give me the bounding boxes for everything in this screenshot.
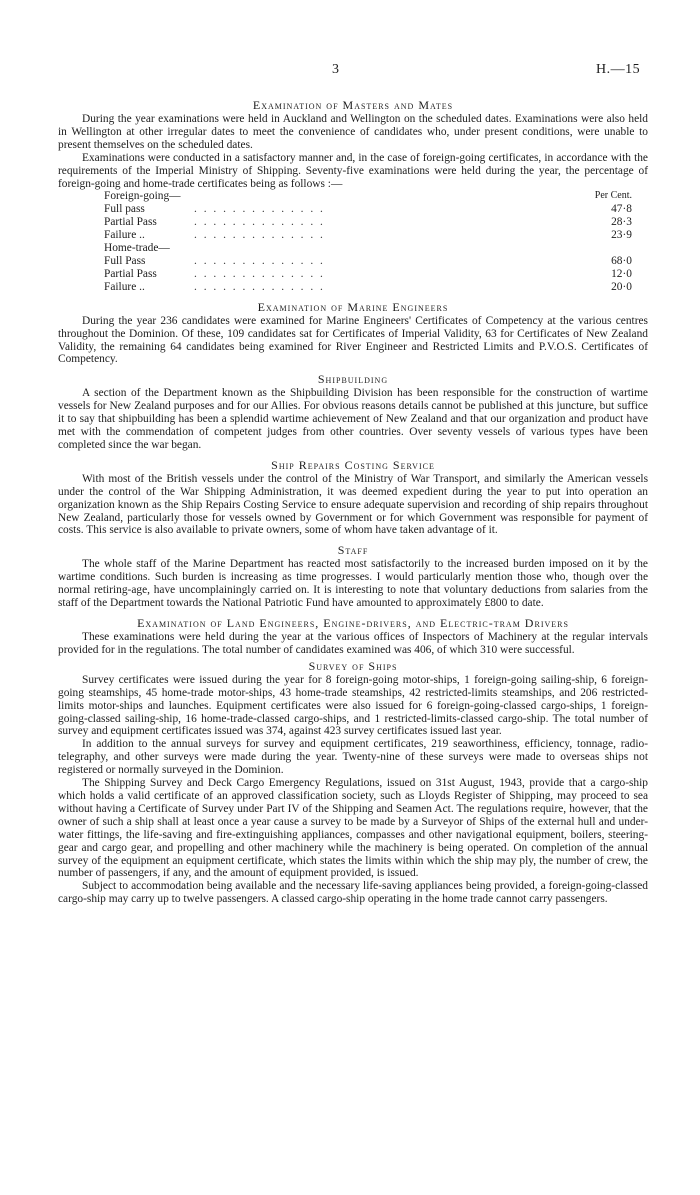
paragraph: Survey certificates were issued during the year for 8 foreign-going motor-ships, 1 foreign-going sailing-ship, 6 foreign-going steamships, 45 home-trade motor-ships, 43 home-trade steamships, 42 restricted-limits steamships, and 206 restricted-limits motor-ships and launches. Equipment certificates were also issued for 6 foreign-going-classed cargo-ships, 1 foreign-going-classed sailing-ship, 16 home-trade-classed cargo-ships, and 1 restricted-limits-classed cargo-ship. The total number of survey and equipment certificates issued was 374, against 423 survey certificates issued last year. xyxy=(58,673,648,738)
section-staff xyxy=(58,543,648,610)
section-survey-of-ships xyxy=(58,659,648,906)
table-row xyxy=(104,216,632,229)
table-row xyxy=(104,229,632,242)
paragraph: The whole staff of the Marine Department has reacted most satisfactorily to the increased burden imposed on it by the wartime conditions. Such burden is increasing as time progresses. I would particularly mention those who, though over the normal retiring-age, have uncomplainingly carried on. It is interesting to note that voluntary deductions from salaries from the staff of the Department towards the National Patriotic Fund have amounted to approximately £800 to date. xyxy=(58,558,648,610)
row-value: 23·9 xyxy=(611,229,632,242)
section-marine-engineers xyxy=(58,300,648,367)
paragraph: In addition to the annual surveys for survey and equipment certificates, 219 seaworthiness, efficiency, tonnage, radio-telegraphy, and other surveys were made during the year. Twenty-nine of these surveys were made to overseas ships not registered or normally surveyed in the Dominion. xyxy=(58,738,648,777)
paragraph: The Shipping Survey and Deck Cargo Emergency Regulations, issued on 31st August, 1943, provide that a cargo-ship which holds a valid certificate of an approved classification society, such as Lloyds Register of Shipping, may proceed to sea without having a Certificate of Survey under Part IV of the Shipping and Seamen Act. The regulations require, however, that the owner of such a ship shall at least once a year cause a survey to be made by a Surveyor of Ships of the external hull and under-water fittings, the life-saving and fire-extinguishing appliances, compasses and other navigational equipment, boilers, steering-gear and cargo gear, and propelling and other machinery while the machinery is being operated. On completion of the annual survey of the equipment an equipment certificate, which states the limits within which the ship may ply, the number of crew, the number of passengers, if any, and the amount of equipment provided, is issued. xyxy=(58,777,648,880)
row-value: 12·0 xyxy=(611,267,632,280)
row-value: 20·0 xyxy=(611,280,632,293)
dot-leader: . . . . . . . . . . . . . . xyxy=(194,280,325,293)
pass-percentage-table xyxy=(104,190,632,293)
section-title: Ship Repairs Costing Service xyxy=(271,457,435,472)
row-value: 47·8 xyxy=(611,203,632,216)
row-value: 28·3 xyxy=(611,216,632,229)
row-label: Failure .. xyxy=(104,229,145,242)
paragraph: During the year examinations were held in Auckland and Wellington on the scheduled dates. Examinations were also held in Wellington at other irregular dates to meet the convenience of candidates who, under present conditions, were unable to present themselves on the scheduled dates. xyxy=(58,113,648,151)
document-reference: H.—15 xyxy=(596,62,641,77)
section-title: Examination of Land Engineers, Engine-drivers, and Electric-tram Drivers xyxy=(137,616,569,630)
paragraph: These examinations were held during the year at the various offices of Inspectors of Machinery at the regular intervals provided for in the regulations. The total number of candidates examined was 406, of which 310 were successful. xyxy=(58,631,648,656)
section-title: Staff xyxy=(337,543,369,558)
section-title: Examination of Marine Engineers xyxy=(257,299,449,314)
group-label: Foreign-going— xyxy=(104,190,181,203)
table-row xyxy=(104,203,632,216)
row-label: Failure .. xyxy=(104,280,145,293)
column-header: Per Cent. xyxy=(594,190,632,202)
row-label: Full Pass xyxy=(104,254,146,267)
paragraph: With most of the British vessels under the control of the Ministry of War Transport, and similarly the American vessels under the control of the War Shipping Administration, it was deemed expedient during the year to put into operation an organization known as the Ship Repairs Costing Service to ensure adequate supervision and recording of ship repairs throughout New Zealand, particularly those for vessels owned by Government or for which Government was responsible for payment of costs. This service is also available to private owners, some of whom have taken advantage of it. xyxy=(58,472,648,537)
row-label: Full pass xyxy=(104,203,145,216)
row-label: Partial Pass xyxy=(104,267,157,280)
paragraph: During the year 236 candidates were examined for Marine Engineers' Certificates of Competency at the various centres throughout the Dominion. Of these, 109 candidates sat for Certificates of Imperial Validity, 63 for Certificates of New Zealand Validity, the remaining 64 candidates being examined for River Engineer and Restricted Limits and P.V.O.S. Certificates of Competency. xyxy=(58,314,648,366)
table-row xyxy=(104,255,632,268)
paragraph: A section of the Department known as the Shipbuilding Division has been responsible for the construction of wartime vessels for New Zealand purposes and for our Allies. For obvious reasons details cannot be published at this juncture, but suffice it to say that shipbuilding has been a splendid wartime achievement of New Zealand and that our organization and product have met with the commendation of competent judges from other countries. Over seventy vessels of various types have been completed since the war began. xyxy=(58,387,648,451)
row-label: Partial Pass xyxy=(104,216,157,229)
section-title: Survey of Ships xyxy=(308,658,398,673)
row-value: 68·0 xyxy=(611,254,632,267)
page-header xyxy=(0,62,700,82)
table-row xyxy=(104,268,632,281)
section-land-engineers xyxy=(58,616,648,657)
paragraph: Subject to accommodation being available and the necessary life-saving appliances being provided, a foreign-going-classed cargo-ship may carry up to twelve passengers. A classed cargo-ship operating in the home trade cannot carry passengers. xyxy=(58,880,648,906)
section-shipbuilding xyxy=(58,372,648,452)
table-row xyxy=(104,281,632,294)
group-label: Home-trade— xyxy=(104,242,170,255)
dot-leader: . . . . . . . . . . . . . . xyxy=(194,216,325,229)
dot-leader: . . . . . . . . . . . . . . xyxy=(194,203,325,216)
dot-leader: . . . . . . . . . . . . . . xyxy=(194,267,325,280)
document-body xyxy=(58,98,648,912)
dot-leader: . . . . . . . . . . . . . . xyxy=(194,229,325,242)
section-title: Shipbuilding xyxy=(317,372,389,387)
paragraph: Examinations were conducted in a satisfactory manner and, in the case of foreign-going certificates, in accordance with the requirements of the Imperial Ministry of Shipping. Seventy-five examinations were held during the year, the percentage of foreign-going and home-trade certificates being as follows :— xyxy=(58,151,648,190)
dot-leader: . . . . . . . . . . . . . . xyxy=(194,254,325,267)
page-number: 3 xyxy=(332,62,339,77)
section-title: Examination of Masters and Mates xyxy=(252,98,454,112)
section-ship-repairs xyxy=(58,458,648,538)
section-masters-mates xyxy=(58,98,648,190)
